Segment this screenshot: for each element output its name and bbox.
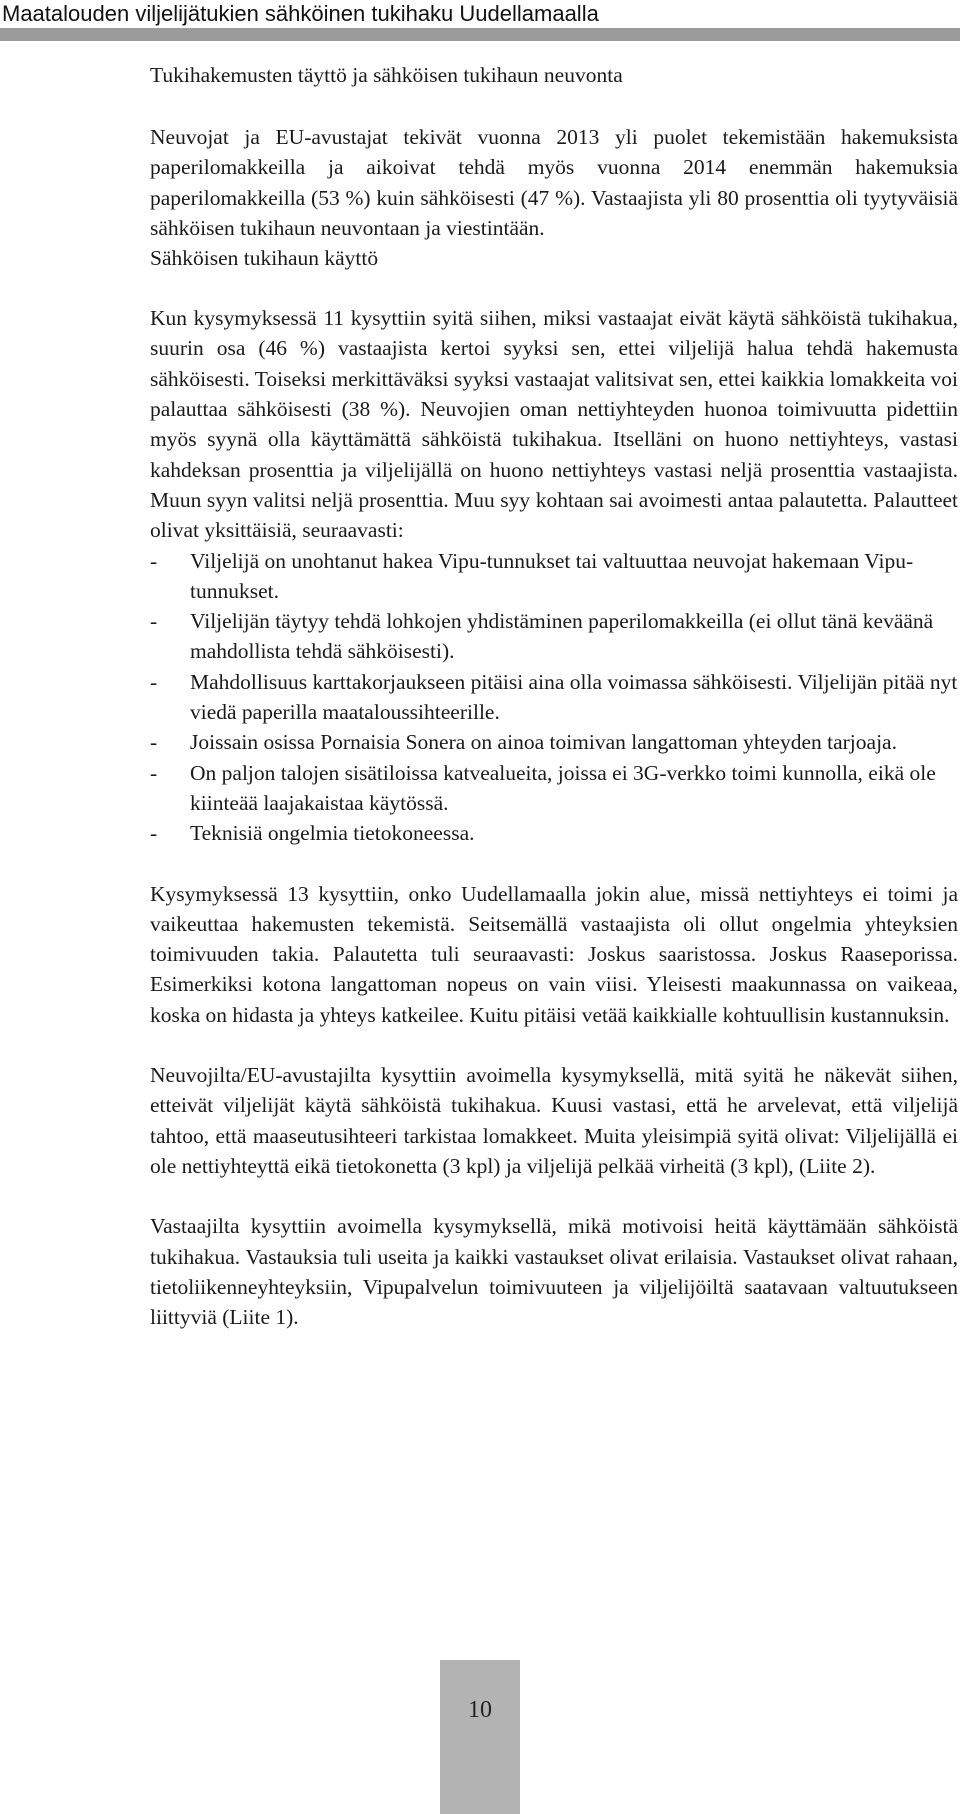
section-heading-advisory: Tukihakemusten täyttö ja sähköisen tukihaun neuvonta [150,63,623,87]
list-dash: - [150,609,158,634]
document-title: Maatalouden viljelijätukien sähköinen tukihaku Uudellamaalla [2,1,599,26]
list-item-text: Viljelijä on unohtanut hakea Vipu-tunnukset tai valtuuttaa neuvojat hakemaan Vipu-tunnukset. [190,548,914,603]
running-header [0,0,960,30]
list-item-text: On paljon talojen sisätiloissa katvealueita, joissa ei 3G-verkko toimi kunnolla, eikä ole kiinteää laajakaistaa käytössä. [190,760,936,815]
list-item [150,667,958,728]
paragraph-question-13: Kysymyksessä 13 kysyttiin, onko Uudellamaalla jokin alue, missä nettiyhteys ei toimi ja vaikeuttaa hakemusten tekemistä. Seitsemällä vastaajista oli ollut ongelmia yhteyksien toimivuuden takia. Palautetta tuli seuraavasti: Joskus saaristossa. Joskus Raaseporissa. Esimerkiksi kotona langattoman nopeus on vain viisi. Yleisesti maakunnassa on vaikeaa, koska on hidasta ja yhteys katkeilee. Kuitu pitäisi vetää kaikkialle kohtuullisin kustannuksin. [150,881,958,1027]
section-heading-usage: Sähköisen tukihaun käyttö [150,246,379,271]
header-rule [0,28,960,41]
list-item-text: Teknisiä ongelmia tietokoneessa. [190,821,475,846]
paragraph-advisor-reasons: Neuvojilta/EU-avustajilta kysyttiin avoimella kysymyksellä, mitä syitä he näkevät siihen, etteivät viljelijät käytä sähköistä tukihakua. Kuusi vastasi, että he arvelevat, että viljelijä tahtoo, että maaseutusihteeri tarkistaa lomakkeet. Muita yleisimpiä syitä olivat: Viljelijällä ei ole nettiyhteyttä eikä tietokonetta (3 kpl) ja viljelijä pelkää virheitä (3 kpl), (Liite 2). [150,1063,958,1178]
feedback-list [150,546,958,849]
list-item [150,606,958,667]
list-dash: - [150,760,158,785]
list-item-text: Viljelijän täytyy tehdä lohkojen yhdistäminen paperilomakkeilla (ei ollut tänä keväänä mahdollista tehdä sähköisesti). [190,609,934,664]
list-dash: - [150,548,158,573]
page-number: 10 [468,1697,492,1723]
paragraph-motivation: Vastaajilta kysyttiin avoimella kysymyksellä, mikä motivoisi heitä käyttämään sähköistä tukihakua. Vastauksia tuli useita ja kaikki vastaukset olivat erilaisia. Vastaukset olivat rahaan, tietoliikenneyhteyksiin, Vipupalvelun toimivuuteen ja viljelijöiltä saatavaan valtuutukseen liittyviä (Liite 1). [150,1214,958,1330]
page-content [150,60,958,1332]
paragraph-advisory: Neuvojat ja EU-avustajat tekivät vuonna 2013 yli puolet tekemistään hakemuksista paperilomakkeilla ja aikoivat tehdä myös vuonna 2014 enemmän hakemuksia paperilomakkeilla (53 %) kuin sähköisesti (47 %). Vastaajista yli 80 prosenttia oli tyytyväisiä sähköisen tukihaun neuvontaan ja viestintään. [150,125,958,240]
list-item [150,818,958,848]
list-item [150,546,958,607]
list-dash: - [150,669,158,694]
list-dash: - [150,821,158,846]
list-item [150,727,958,757]
paragraph-usage: Kun kysymyksessä 11 kysyttiin syitä siihen, miksi vastaajat eivät käytä sähköistä tukihakua, suurin osa (46 %) vastaajista kertoi syyksi sen, ettei viljelijä halua tehdä hakemusta sähköisesti. Toiseksi merkittäväksi syyksi vastaajat valitsivat sen, ettei kaikkia lomakkeita voi palauttaa sähköisesti (38 %). Neuvojien oman nettiyhteyden huonoa toimivuutta pidettiin myös syynä olla käyttämättä sähköistä tukihakua. Itselläni on huono nettiyhteys, vastasi kahdeksan prosenttia ja viljelijällä on huono nettiyhteys vastasi neljä prosenttia vastaajista. Muun syyn valitsi neljä prosenttia. Muu syy kohtaan sai avoimesti antaa palautetta. Palautteet olivat yksittäisiä, seuraavasti: [150,306,958,543]
list-dash: - [150,730,158,755]
list-item [150,758,958,819]
page-number-box [440,1660,520,1814]
list-item-text: Mahdollisuus karttakorjaukseen pitäisi aina olla voimassa sähköisesti. Viljelijän pitää nyt viedä paperilla maataloussihteerille. [190,669,958,725]
list-item-text: Joissain osissa Pornaisia Sonera on ainoa toimivan langattoman yhteyden tarjoaja. [190,730,897,755]
